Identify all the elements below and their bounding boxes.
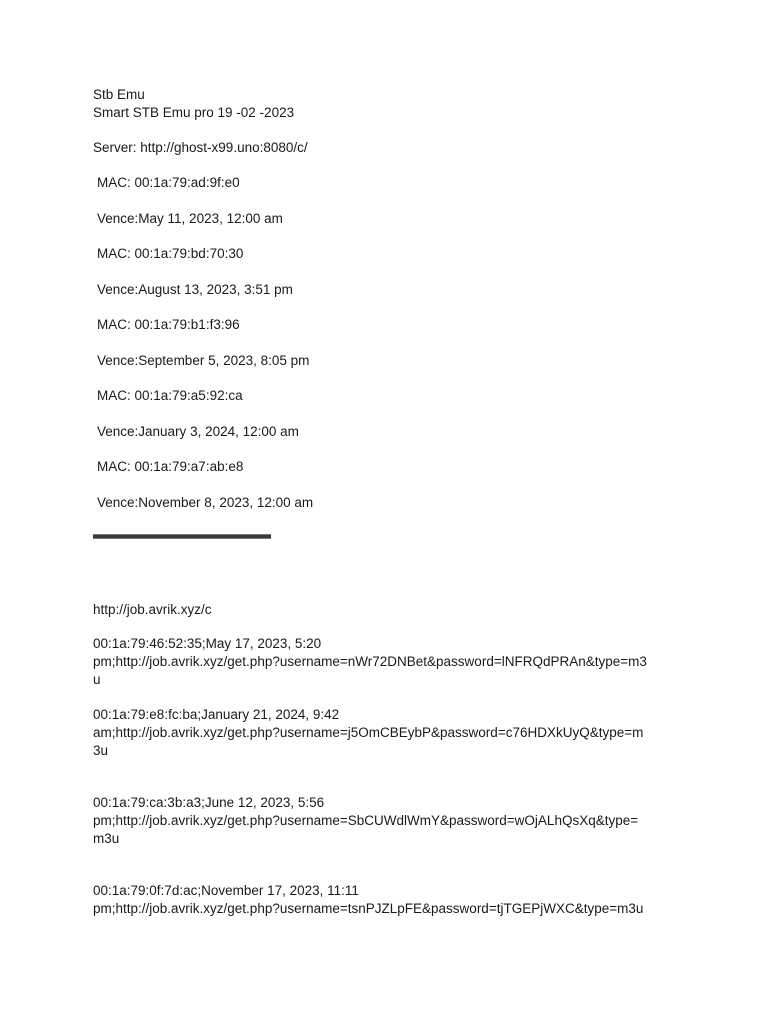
link-line: m3u (93, 830, 120, 846)
vence-line: Vence:November 8, 2023, 12:00 am (97, 494, 314, 510)
link-entry (93, 882, 693, 918)
link-line: 00:1a:79:ca:3b:a3;June 12, 2023, 5:56 (93, 794, 325, 810)
link-entry (93, 635, 693, 689)
mac-line: MAC: 00:1a:79:b1:f3:96 (97, 317, 240, 332)
doc-subtitle: Smart STB Emu pro 19 -02 -2023 (93, 105, 295, 120)
mac-line: MAC: 00:1a:79:bd:70:30 (97, 246, 244, 261)
link-entry (93, 794, 693, 848)
mac-entry-list (93, 174, 693, 512)
server-line: Server: http://ghost-x99.uno:8080/c/ (93, 140, 308, 155)
link-line: pm;http://job.avrik.xyz/get.php?username=nWr72DNBet&password=lNFRQdPRAn&type=m3 (93, 653, 647, 669)
link-line: pm;http://job.avrik.xyz/get.php?username=SbCUWdlWmY&password=wOjALhQsXq&type= (93, 812, 639, 828)
vence-line: Vence:September 5, 2023, 8:05 pm (97, 352, 310, 368)
link-line: 3u (93, 742, 109, 758)
mac-line: MAC: 00:1a:79:a7:ab:e8 (97, 459, 244, 474)
link-line: pm;http://job.avrik.xyz/get.php?username=tsnPJZLpFE&password=tjTGEPjWXC&type=m3u (93, 900, 644, 916)
link-line: am;http://job.avrik.xyz/get.php?username=j5OmCBEybP&password=c76HDXkUyQ&type=m (93, 724, 644, 740)
mac-line: MAC: 00:1a:79:ad:9f:e0 (97, 175, 240, 190)
second-server-line: http://job.avrik.xyz/c (93, 601, 212, 617)
vence-line: Vence:May 11, 2023, 12:00 am (97, 210, 283, 226)
mac-line: MAC: 00:1a:79:a5:92:ca (97, 388, 243, 403)
link-line: 00:1a:79:e8:fc:ba;January 21, 2024, 9:42 (93, 706, 340, 722)
document-page (93, 86, 693, 918)
doc-title: Stb Emu (93, 87, 145, 102)
link-line: 00:1a:79:0f:7d:ac;November 17, 2023, 11:11 (93, 882, 359, 898)
vence-line: Vence:January 3, 2024, 12:00 am (97, 423, 299, 439)
link-line: u (93, 671, 101, 687)
link-line: 00:1a:79:46:52:35;May 17, 2023, 5:20 (93, 635, 322, 651)
vence-line: Vence:August 13, 2023, 3:51 pm (97, 281, 293, 297)
link-entry (93, 706, 693, 760)
